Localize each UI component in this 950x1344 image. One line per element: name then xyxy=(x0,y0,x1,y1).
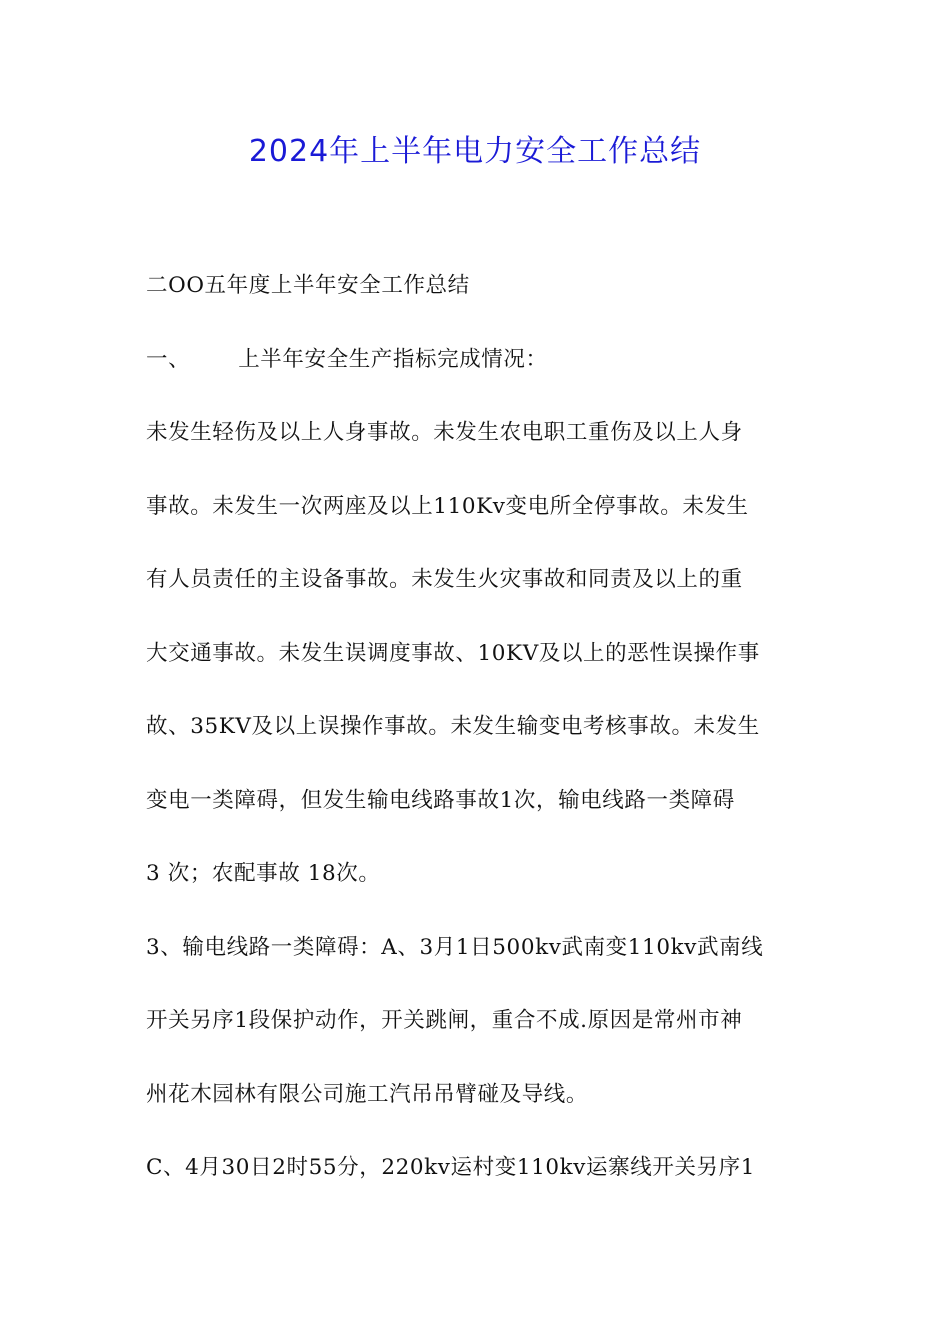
paragraph-line: C、4月30日2时55分，220kv运村变110kv运寨线开关另序1 xyxy=(146,1155,756,1180)
paragraph-line: 有人员责任的主设备事故。未发生火灾事故和同责及以上的重 xyxy=(146,567,743,592)
document-title: 2024年上半年电力安全工作总结 xyxy=(248,134,702,169)
paragraph-line: 未发生轻伤及以上人身事故。未发生农电职工重伤及以上人身 xyxy=(146,420,743,445)
paragraph-line: 事故。未发生一次两座及以上110Kv变电所全停事故。未发生 xyxy=(146,493,749,519)
paragraph-line: 故、35KV及以上误操作事故。未发生输变电考核事故。未发生 xyxy=(146,714,760,739)
section-title: 上半年安全生产指标完成情况： xyxy=(238,346,548,372)
paragraph-line: 3、输电线路一类障碍：A、3月1日500kv武南变110kv武南线 xyxy=(146,934,764,960)
paragraph-line: 开关另序1段保护动作，开关跳闸，重合不成.原因是常州市神 xyxy=(146,1008,743,1033)
section-heading xyxy=(146,336,810,410)
paragraph-line: 3 次；农配事故 18次。 xyxy=(146,861,381,886)
document-subtitle: 二OO五年度上半年安全工作总结 xyxy=(146,273,470,298)
section-number: 一、 xyxy=(146,346,191,372)
paragraph-line: 州花木园林有限公司施工汽吊吊臂碰及导线。 xyxy=(146,1081,589,1107)
paragraph-line: 大交通事故。未发生误调度事故、10KV及以上的恶性误操作事 xyxy=(146,640,760,666)
paragraph-line: 变电一类障碍，但发生输电线路事故1次，输电线路一类障碍 xyxy=(146,787,735,813)
document-body xyxy=(146,262,810,1218)
